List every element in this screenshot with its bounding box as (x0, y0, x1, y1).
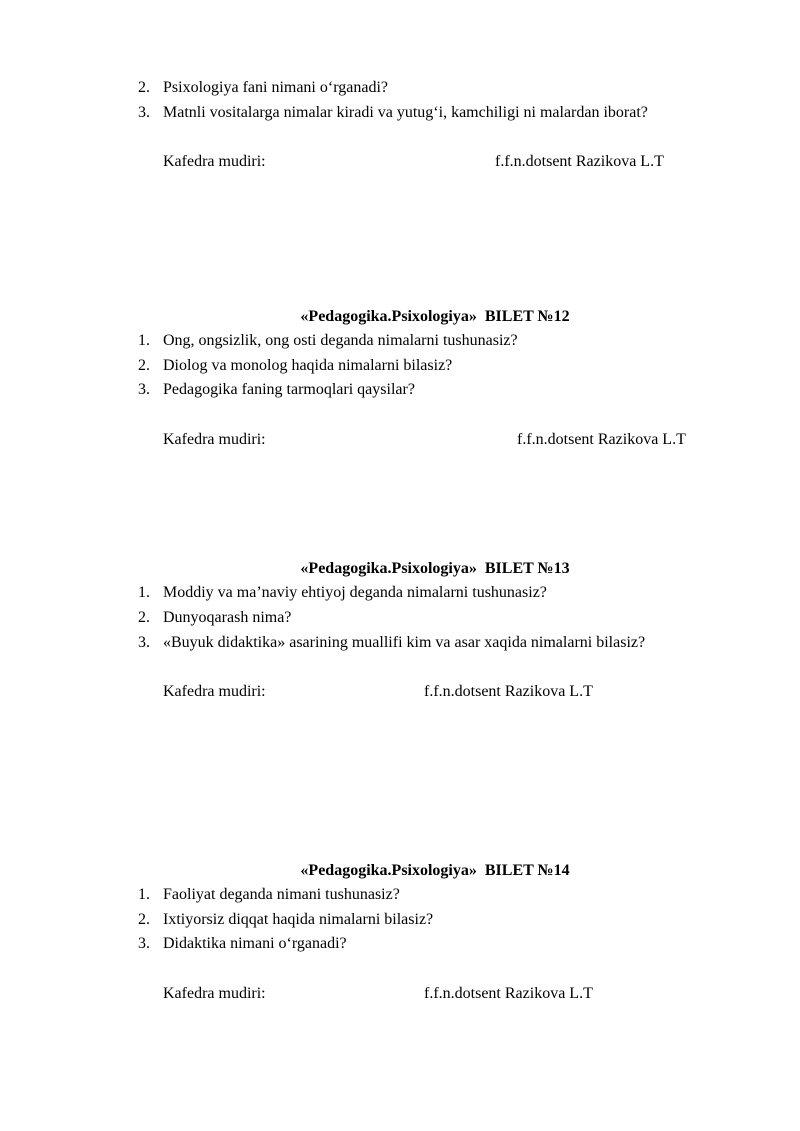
question-number: 3. (138, 634, 150, 651)
question-item (138, 633, 645, 653)
question-item (138, 583, 547, 603)
question-text: Matnli vositalarga nimalar kiradi va yutug‘i, kamchiligi ni malardan iborat? (163, 104, 648, 121)
question-item (138, 380, 415, 400)
question-number: 2. (138, 609, 150, 626)
question-text: Psixologiya fani nimani o‘rganadi? (163, 79, 388, 96)
question-item (138, 78, 388, 98)
ticket-title: «Pedagogika.Psixologiya» BILET №12 (300, 308, 570, 325)
question-text: Pedagogika faning tarmoqlari qaysilar? (163, 381, 415, 398)
question-number: 2. (138, 911, 150, 928)
question-item (138, 885, 400, 905)
question-text: Ong, ongsizlik, ong osti deganda nimalarni tushunasiz? (163, 332, 518, 349)
signature-label: Kafedra mudiri: (163, 153, 266, 170)
question-number: 1. (138, 584, 150, 601)
question-item (138, 356, 452, 376)
signature-name: f.f.n.dotsent Razikova L.T (495, 153, 664, 170)
signature-name: f.f.n.dotsent Razikova L.T (517, 431, 686, 448)
question-text: Faoliyat deganda nimani tushunasiz? (163, 886, 400, 903)
question-item (138, 331, 518, 351)
question-item (138, 910, 433, 930)
question-text: «Buyuk didaktika» asarining muallifi kim va asar xaqida nimalarni bilasiz? (163, 634, 646, 651)
question-number: 1. (138, 886, 150, 903)
question-number: 3. (138, 381, 150, 398)
question-text: Didaktika nimani o‘rganadi? (163, 935, 347, 952)
question-text: Diolog va monolog haqida nimalarni bilasiz? (163, 357, 453, 374)
ticket-title: «Pedagogika.Psixologiya» BILET №14 (300, 862, 570, 879)
signature-label: Kafedra mudiri: (163, 683, 266, 700)
question-item (138, 934, 347, 954)
signature-label: Kafedra mudiri: (163, 985, 266, 1002)
question-text: Ixtiyorsiz diqqat haqida nimalarni bilasiz? (163, 911, 434, 928)
question-number: 3. (138, 104, 150, 121)
question-number: 2. (138, 79, 150, 96)
signature-name: f.f.n.dotsent Razikova L.T (424, 985, 593, 1002)
signature-label: Kafedra mudiri: (163, 431, 266, 448)
question-item (138, 608, 291, 628)
ticket-title: «Pedagogika.Psixologiya» BILET №13 (300, 560, 570, 577)
question-number: 2. (138, 357, 150, 374)
question-number: 3. (138, 935, 150, 952)
signature-name: f.f.n.dotsent Razikova L.T (424, 683, 593, 700)
question-text: Moddiy va ma’naviy ehtiyoj deganda nimalarni tushunasiz? (163, 584, 547, 601)
question-item (138, 103, 648, 123)
question-text: Dunyoqarash nima? (163, 609, 292, 626)
question-number: 1. (138, 332, 150, 349)
